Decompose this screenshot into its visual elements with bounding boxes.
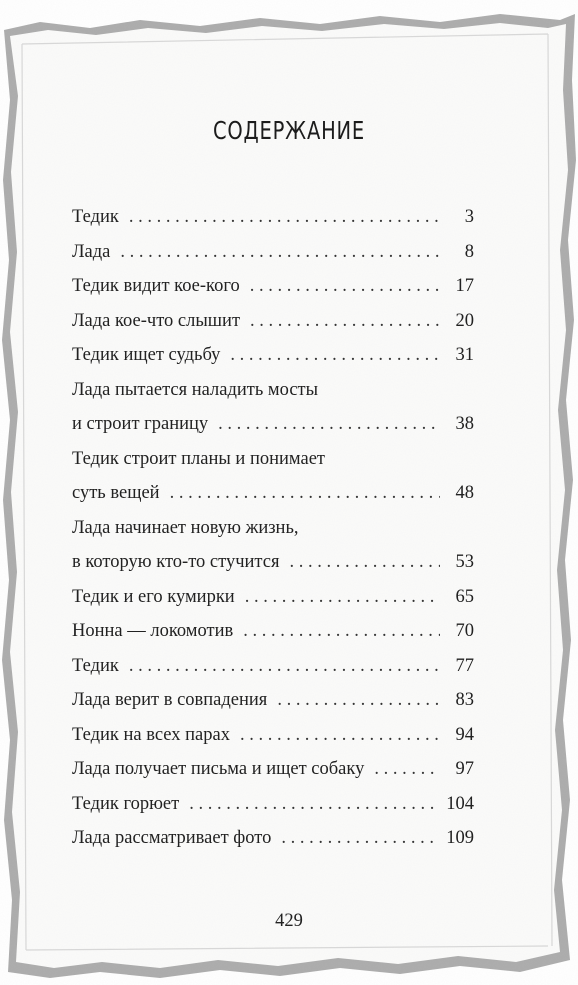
dot-leader [129, 200, 440, 235]
toc-entry[interactable] [72, 649, 474, 684]
toc-entry-line [72, 821, 474, 856]
toc-page-number: 20 [455, 310, 474, 331]
toc-page-number: 77 [455, 655, 474, 676]
toc-entry-title: Лада рассматривает фото [72, 828, 272, 848]
dot-leader [120, 235, 440, 270]
dot-leader [230, 338, 440, 373]
toc-entry-title: Тедик и его кумирки [72, 586, 235, 607]
toc-page-number: 38 [455, 414, 474, 434]
toc-entry-line [72, 649, 474, 684]
page-number: 429 [275, 911, 303, 931]
toc-entry-title: Тедик на всех парах [72, 724, 230, 745]
dot-leader [289, 545, 440, 580]
page-title: СОДЕРЖАНИЕ [212, 116, 366, 145]
toc-entry-title: суть вещей [72, 483, 160, 503]
toc-entry-line [72, 407, 474, 442]
toc-entry-line [72, 338, 474, 373]
toc-entry[interactable] [72, 752, 474, 787]
toc-entry-line [72, 787, 474, 822]
dot-leader [129, 649, 440, 684]
toc-page-number: 70 [455, 621, 474, 641]
toc-entry[interactable] [72, 718, 474, 753]
toc-entry-title: Тедик строит планы и понимает [72, 448, 325, 469]
toc-page-number: 31 [455, 345, 474, 365]
toc-entry-title: Лада верит в совпадения [72, 690, 268, 710]
toc-page-number: 97 [455, 759, 474, 779]
toc-entry[interactable] [72, 442, 474, 511]
toc-entry-title: Тедик горюет [72, 793, 180, 814]
toc-entry-line [72, 373, 474, 408]
toc-entry-line [72, 442, 474, 477]
toc-page-number: 48 [455, 483, 474, 503]
dot-leader [250, 304, 440, 339]
dot-leader [250, 269, 440, 304]
toc-entry-line [72, 269, 474, 304]
toc-page-number: 65 [455, 586, 474, 607]
toc-entry[interactable] [72, 269, 474, 304]
toc-entry[interactable] [72, 373, 474, 442]
dot-leader [170, 476, 440, 511]
toc-entry-line [72, 718, 474, 753]
toc-entry-title: Тедик [72, 207, 119, 227]
toc-page-number: 17 [455, 276, 474, 296]
toc-entry[interactable] [72, 787, 474, 822]
toc-entry[interactable] [72, 683, 474, 718]
toc-entry-title: Лада начинает новую жизнь, [72, 517, 299, 538]
toc-page-number: 94 [455, 724, 474, 745]
toc-entry-line [72, 545, 474, 580]
toc-entry-line [72, 511, 474, 546]
toc-page-number: 8 [464, 241, 474, 262]
toc-entry[interactable] [72, 614, 474, 649]
dot-leader [189, 787, 436, 822]
toc-entry-line [72, 580, 474, 615]
toc-entry-line [72, 614, 474, 649]
toc-page-number: 53 [455, 552, 474, 572]
toc-entry-title: в которую кто-то стучится [72, 552, 280, 572]
dot-leader [374, 752, 440, 787]
toc-entry-line [72, 683, 474, 718]
toc-entry-line [72, 476, 474, 511]
toc-entry-title: Тедик ищет судьбу [72, 345, 221, 365]
dot-leader [245, 580, 440, 615]
toc-page-number: 109 [446, 828, 474, 848]
toc-page-number: 3 [464, 207, 474, 227]
toc-entry-title: Лада кое-что слышит [72, 310, 241, 331]
toc-entry[interactable] [72, 235, 474, 270]
toc-entry[interactable] [72, 580, 474, 615]
toc-entry-line [72, 235, 474, 270]
toc-entry[interactable] [72, 200, 474, 235]
toc-entry[interactable] [72, 338, 474, 373]
toc-entry-title: Лада [72, 241, 111, 262]
toc-entry-title: Лада получает письма и ищет собаку [72, 759, 365, 779]
toc-entry[interactable] [72, 821, 474, 856]
toc-entry-title: Тедик видит кое-кого [72, 276, 240, 296]
dot-leader [240, 718, 440, 753]
toc-page-number: 104 [446, 793, 474, 814]
toc-entry-title: Лада пытается наладить мосты [72, 379, 319, 400]
toc-entry-line [72, 200, 474, 235]
dot-leader [281, 821, 436, 856]
dot-leader [243, 614, 440, 649]
toc-entry-title: Нонна — локомотив [72, 621, 234, 641]
dot-leader [218, 407, 440, 442]
toc-entry-title: и строит границу [72, 414, 209, 434]
toc-entry[interactable] [72, 511, 474, 580]
dot-leader [277, 683, 440, 718]
toc-entry-line [72, 304, 474, 339]
toc-entry-title: Тедик [72, 655, 119, 676]
toc-page-number: 83 [455, 690, 474, 710]
table-of-contents [72, 200, 474, 856]
toc-entry-line [72, 752, 474, 787]
toc-entry[interactable] [72, 304, 474, 339]
